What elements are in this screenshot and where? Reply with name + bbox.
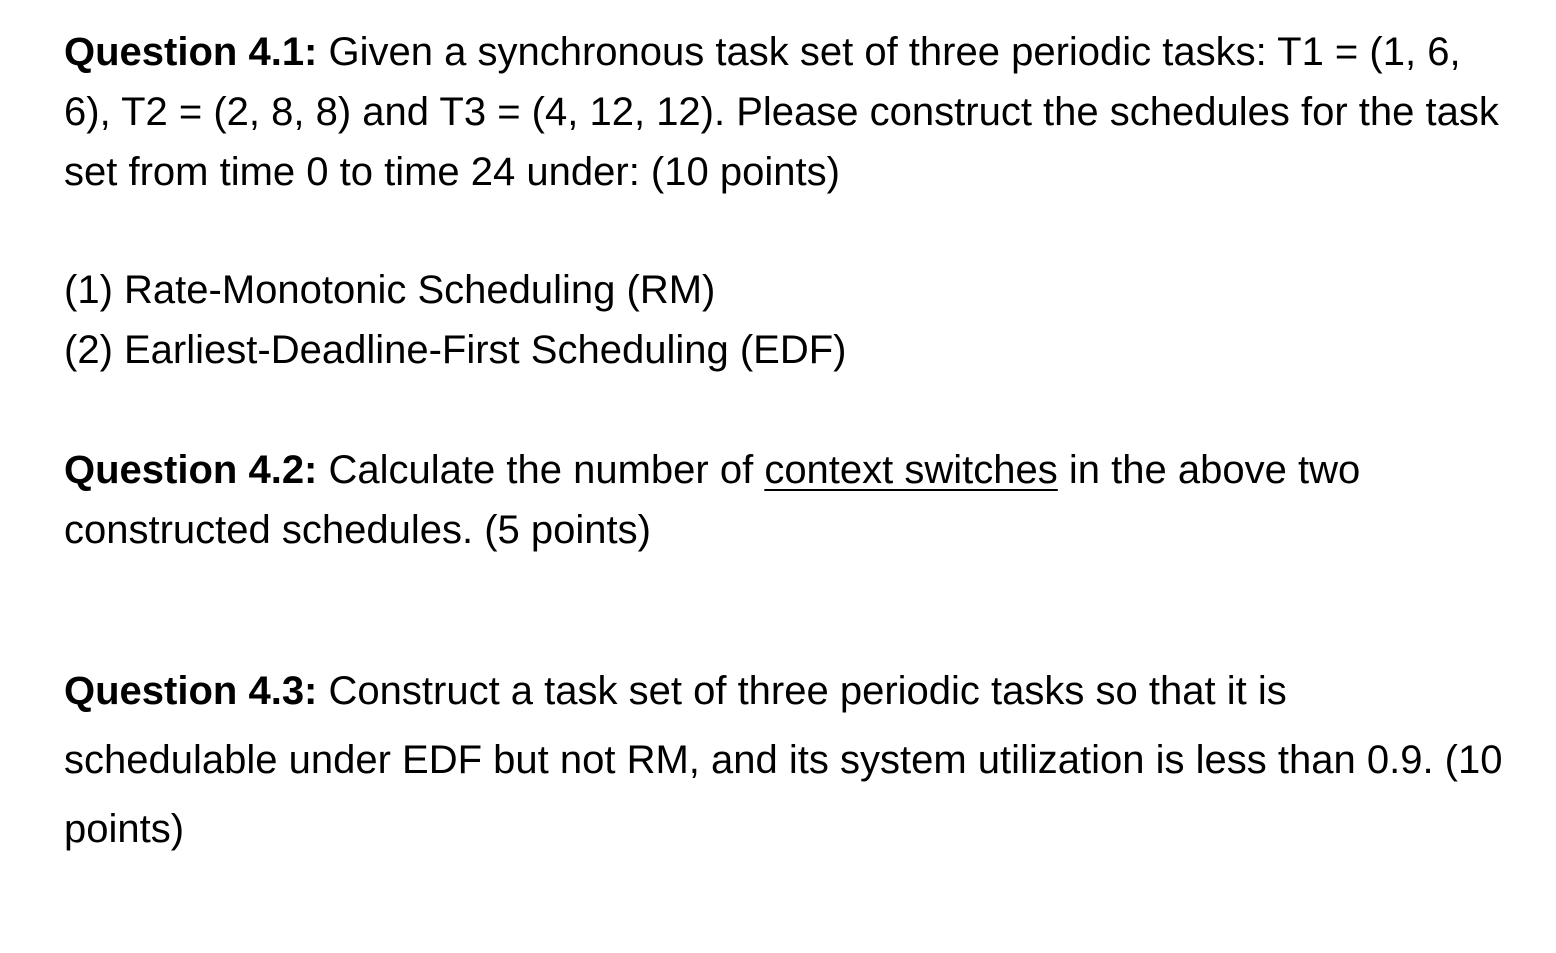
question-4-2-label: Question 4.2: (64, 448, 318, 492)
question-4-1-label: Question 4.1: (64, 30, 318, 74)
question-4-1 (64, 22, 1504, 202)
question-4-3-text: Construct a task set of three periodic tasks so that it is schedulable under EDF but not RM, and its system utilization is less than 0.9. (10 points) (64, 669, 1503, 851)
schedule-list (64, 260, 1504, 380)
question-4-3 (64, 657, 1504, 864)
list-item-rm: (1) Rate-Monotonic Scheduling (RM) (64, 268, 716, 312)
question-4-2 (64, 440, 1504, 560)
question-4-3-label: Question 4.3: (64, 669, 318, 713)
question-4-2-text-after: in the above two constructed schedules. (5 points) (64, 448, 1361, 552)
context-switches-term: context switches (764, 448, 1058, 492)
question-4-1-text: Given a synchronous task set of three periodic tasks: T1 = (1, 6, 6), T2 = (2, 8, 8) and T3 = (4, 12, 12). Please construct the schedules for the task set from time 0 to time 24 under: (10 points) (64, 30, 1499, 194)
list-item-edf: (2) Earliest-Deadline-First Scheduling (EDF) (64, 328, 847, 372)
question-4-2-text-before: Calculate the number of (317, 448, 765, 492)
